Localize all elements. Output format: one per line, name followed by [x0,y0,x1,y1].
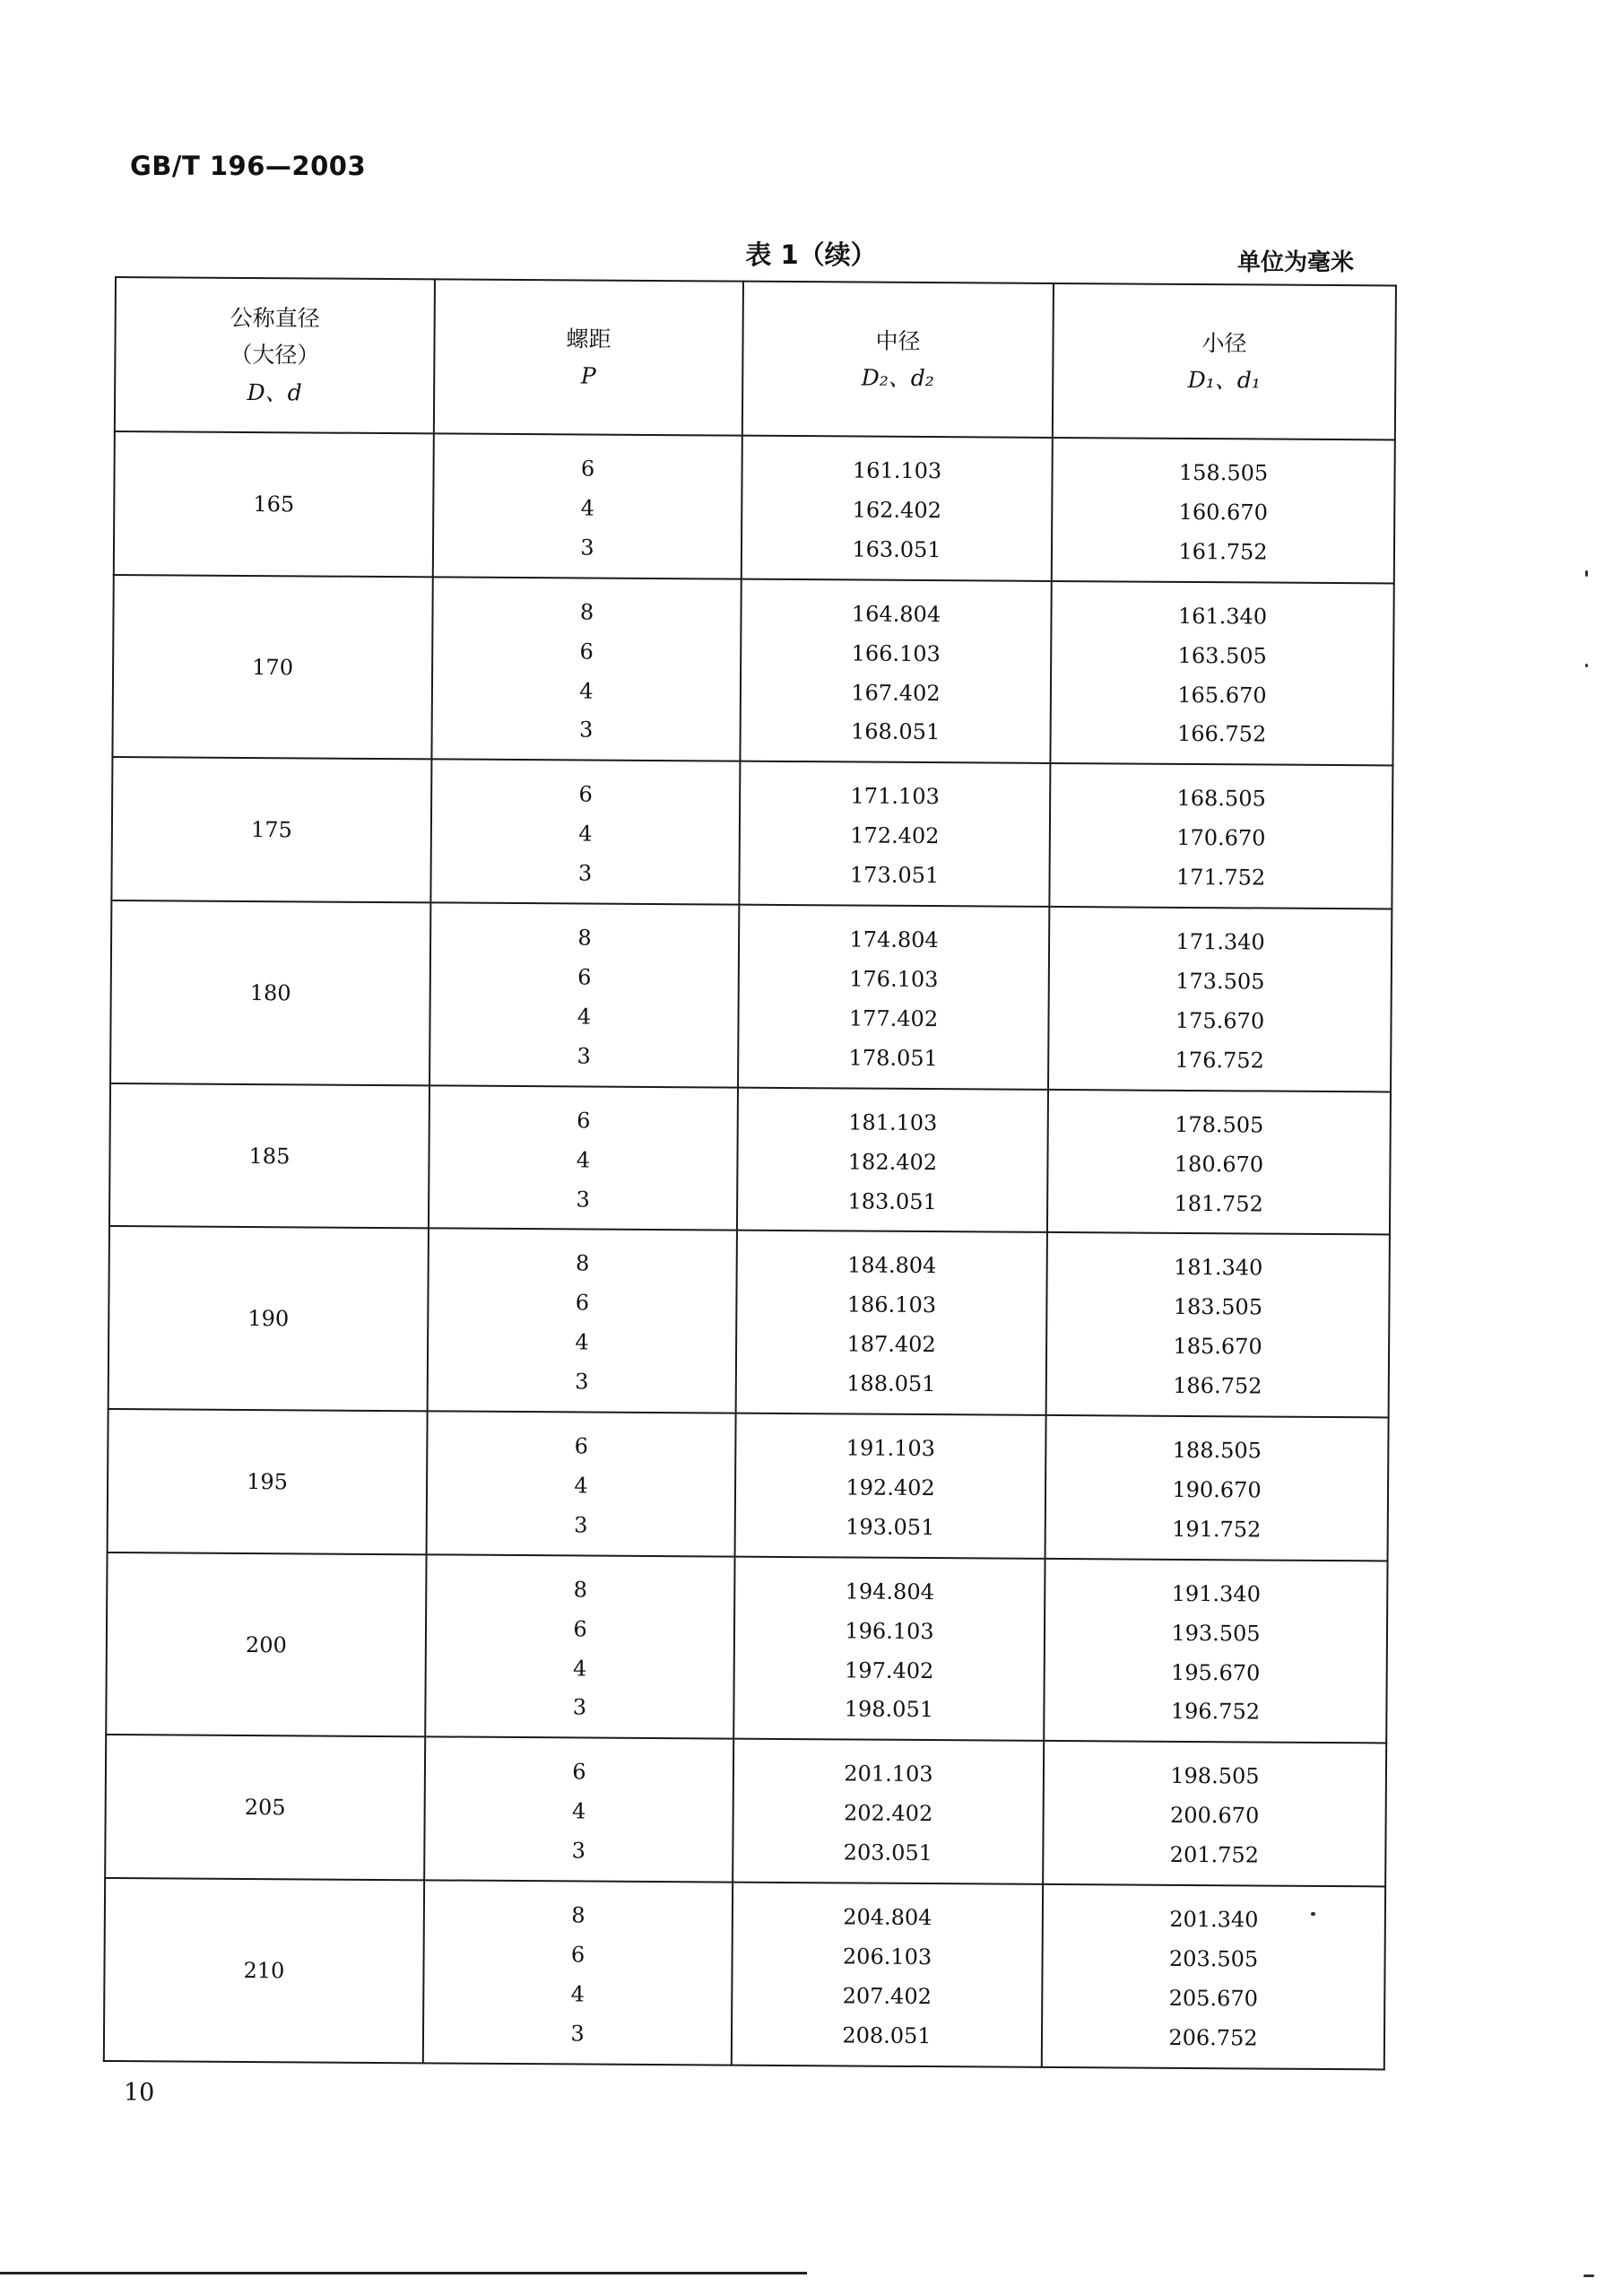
minor-diameter-cell [1045,1415,1389,1561]
header-nominal-line-2: （大径） [230,342,320,369]
pitch-diameter-value: 163.051 [852,536,941,562]
pitch-cell [433,433,742,578]
pitch-diameter-cell [733,1739,1044,1884]
scan-speck [1585,664,1588,667]
pitch-diameter-value: 207.402 [842,1983,932,2009]
pitch-value: 3 [576,1186,590,1213]
table-row [108,1409,1389,1561]
pitch-value: 3 [570,2021,585,2047]
table-row [111,757,1392,909]
pitch-cell [425,1554,734,1739]
pitch-diameter-value: 172.402 [850,822,940,849]
scan-speck [1311,1912,1315,1916]
header-minor-diameter [1053,283,1396,440]
pitch-diameter-values [736,1414,1045,1558]
pitch-values [424,1881,732,2064]
pitch-value: 6 [570,1942,585,1968]
thread-dimensions-table [103,276,1397,2070]
minor-diameter-value: 176.752 [1175,1047,1264,1074]
minor-diameter-cell [1048,907,1392,1091]
header-pitch-symbol: P [580,362,596,389]
table-row [114,431,1395,583]
pitch-value: 3 [577,860,593,886]
minor-diameter-cell [1046,1232,1390,1417]
pitch-value: 6 [575,1290,590,1316]
pitch-value: 8 [579,599,594,625]
header-pitch [434,279,743,435]
pitch-diameter-value: 188.051 [846,1370,936,1397]
minor-diameter-value: 191.752 [1172,1516,1262,1543]
pitch-diameter-cell [739,761,1050,907]
pitch-cell [429,1085,738,1231]
pitch-value: 8 [577,925,592,951]
pitch-diameter-value: 206.103 [842,1944,932,1970]
pitch-diameter-value: 183.051 [847,1187,937,1214]
table-body [104,431,1395,2069]
minor-diameter-value: 185.670 [1173,1334,1262,1360]
pitch-value: 8 [571,1902,585,1928]
minor-diameter-values [1043,1885,1384,2068]
table-row [109,1083,1391,1235]
pitch-values [432,578,740,761]
pitch-diameter-values [742,437,1052,580]
pitch-diameter-value: 191.103 [846,1435,936,1462]
pitch-diameter-value: 177.402 [848,1005,939,1031]
pitch-diameter-value: 196.103 [845,1618,934,1644]
pitch-diameter-value: 181.103 [848,1109,938,1135]
pitch-diameter-value: 198.051 [844,1696,934,1723]
nominal-diameter-cell: 185 [109,1083,429,1229]
minor-diameter-value: 158.505 [1178,459,1269,486]
pitch-values [426,1555,733,1738]
minor-diameter-value: 201.340 [1169,1906,1259,1933]
pitch-diameter-value: 203.051 [843,1839,933,1866]
minor-diameter-values [1045,1560,1386,1743]
header-nominal-symbol: D、d [247,378,302,406]
minor-diameter-value: 168.505 [1176,786,1266,812]
header-pitch-line-1: 螺距 [566,326,612,352]
pitch-diameter-value: 176.103 [849,966,939,993]
pitch-diameter-value: 174.804 [849,926,939,953]
pitch-diameter-values [738,1088,1047,1231]
minor-diameter-value: 171.340 [1175,928,1265,955]
pitch-value: 4 [579,677,594,704]
pitch-value: 6 [578,781,593,807]
minor-diameter-cell [1044,1559,1387,1744]
minor-diameter-cell [1043,1741,1386,1886]
scan-speck [1585,570,1588,577]
pitch-diameter-value: 194.804 [845,1578,935,1605]
minor-diameter-value: 198.505 [1170,1763,1260,1789]
pitch-diameter-value: 162.402 [852,497,942,524]
nominal-diameter-cell: 165 [114,431,434,577]
pitch-diameter-cell [737,1087,1048,1232]
pitch-diameter-value: 193.051 [846,1514,935,1540]
minor-diameter-value: 175.670 [1175,1007,1265,1034]
pitch-diameter-cell [732,1883,1043,2067]
pitch-cell [429,902,739,1087]
bottom-rule [0,2272,807,2274]
pitch-value: 6 [577,1108,591,1134]
pitch-value: 3 [580,535,594,561]
minor-diameter-values [1050,764,1392,908]
pitch-diameter-value: 202.402 [843,1800,933,1827]
pitch-values [428,1412,735,1555]
minor-diameter-value: 181.340 [1173,1255,1263,1281]
pitch-value: 4 [570,1981,585,2007]
minor-diameter-value: 206.752 [1168,2024,1258,2051]
minor-diameter-value: 170.670 [1176,825,1266,851]
minor-diameter-cell [1050,581,1393,766]
table-row [112,575,1393,766]
pitch-value: 4 [577,1004,592,1030]
minor-diameter-value: 196.752 [1170,1699,1261,1725]
minor-diameter-value: 203.505 [1168,1945,1259,1972]
pitch-cell [430,760,740,905]
minor-diameter-values [1047,1233,1389,1416]
table-row [106,1552,1387,1744]
pitch-diameter-value: 192.402 [846,1474,935,1501]
pitch-diameter-values [733,1883,1042,2066]
minor-diameter-value: 191.340 [1171,1580,1262,1607]
pitch-diameter-values [741,579,1050,762]
pitch-diameter-value: 201.103 [844,1761,933,1787]
header-pitch-diameter-symbol: D₂、d₂ [861,364,934,392]
nominal-diameter-cell: 200 [106,1552,426,1737]
header-pitch-diameter [742,282,1054,438]
pitch-value: 6 [574,1433,589,1459]
nominal-diameter-cell: 190 [108,1226,429,1411]
minor-diameter-values [1044,1742,1385,1885]
pitch-diameter-values [733,1740,1043,1883]
pitch-values [425,1738,733,1882]
pitch-diameter-cell [736,1231,1047,1415]
pitch-cell [428,1229,737,1413]
pitch-value: 6 [577,964,592,990]
minor-diameter-value: 190.670 [1172,1476,1262,1503]
minor-diameter-value: 200.670 [1169,1803,1260,1829]
minor-diameter-values [1053,439,1394,582]
pitch-diameter-value: 187.402 [846,1331,936,1358]
pitch-value: 6 [572,1759,586,1785]
pitch-value: 4 [580,495,595,521]
pitch-diameter-value: 167.402 [851,679,941,706]
minor-diameter-values [1048,1091,1390,1234]
header-nominal-line-1: 公称直径 [230,304,320,332]
pitch-value: 4 [572,1655,587,1682]
pitch-value: 6 [580,456,595,482]
pitch-diameter-cell [740,578,1051,763]
minor-diameter-value: 193.505 [1171,1620,1261,1647]
pitch-value: 3 [571,1838,586,1864]
table-row [110,900,1392,1091]
minor-diameter-value: 171.752 [1175,865,1266,891]
minor-diameter-value: 180.670 [1174,1151,1264,1178]
pitch-value: 4 [576,1147,591,1173]
minor-diameter-value: 188.505 [1172,1437,1262,1464]
minor-diameter-value: 195.670 [1170,1659,1261,1686]
pitch-value: 6 [579,639,594,665]
nominal-diameter-cell: 175 [111,757,431,902]
pitch-diameter-value: 161.103 [852,457,942,484]
minor-diameter-value: 160.670 [1178,499,1268,526]
minor-diameter-value: 181.752 [1174,1190,1263,1217]
minor-diameter-value: 165.670 [1177,682,1267,709]
pitch-cell [427,1411,736,1556]
unit-note: 单位为毫米 [1237,249,1355,276]
pitch-value: 4 [571,1798,586,1824]
pitch-value: 4 [574,1473,588,1499]
pitch-diameter-cell [733,1556,1045,1741]
pitch-diameter-values [737,1231,1046,1414]
pitch-diameter-value: 178.051 [848,1045,938,1071]
pitch-diameter-value: 204.804 [843,1904,932,1931]
page-number: 10 [124,2079,155,2107]
minor-diameter-cell [1047,1090,1391,1235]
pitch-diameter-value: 208.051 [842,2022,932,2048]
minor-diameter-value: 161.752 [1178,538,1268,565]
table-row [108,1226,1390,1417]
scan-speck [1583,2274,1594,2277]
nominal-diameter-cell: 205 [105,1735,425,1880]
header-pitch-diameter-line-1: 中径 [875,327,921,354]
pitch-diameter-value: 173.051 [849,862,940,889]
minor-diameter-value: 183.505 [1173,1294,1263,1320]
minor-diameter-value: 163.505 [1177,642,1267,669]
minor-diameter-value: 205.670 [1168,1985,1259,2012]
pitch-values [430,903,738,1086]
minor-diameter-value: 178.505 [1175,1111,1264,1138]
pitch-diameter-value: 168.051 [850,718,941,745]
pitch-diameter-values [740,762,1049,906]
pitch-value: 4 [578,821,593,847]
pitch-value: 3 [577,1043,591,1069]
minor-diameter-value: 201.752 [1169,1842,1260,1868]
pitch-values [429,1230,736,1413]
minor-diameter-value: 186.752 [1173,1372,1262,1399]
pitch-value: 3 [575,1369,589,1395]
pitch-values [429,1086,737,1230]
pitch-diameter-cell [735,1413,1046,1559]
minor-diameter-value: 173.505 [1175,968,1265,995]
nominal-diameter-cell: 210 [104,1878,424,2063]
standard-code: GB/T 196—2003 [130,151,367,181]
header-minor-diameter-line-1: 小径 [1201,329,1247,357]
pitch-value: 3 [578,717,594,743]
table-header-row [115,277,1396,439]
pitch-diameter-value: 182.402 [847,1149,938,1175]
pitch-value: 8 [575,1250,590,1276]
minor-diameter-cell [1042,1884,1385,2069]
pitch-diameter-value: 166.103 [851,640,941,666]
minor-diameter-values [1049,908,1391,1091]
pitch-value: 3 [572,1694,587,1720]
pitch-diameter-value: 197.402 [844,1657,934,1683]
table-row [104,1878,1385,2069]
pitch-value: 3 [574,1512,588,1538]
pitch-diameter-cell [742,436,1053,581]
pitch-value: 6 [573,1616,587,1642]
header-minor-diameter-symbol: D₁、d₁ [1187,366,1261,394]
pitch-diameter-value: 164.804 [851,601,941,627]
minor-diameter-values [1051,582,1392,765]
nominal-diameter-cell: 195 [108,1409,428,1554]
minor-diameter-cell [1052,438,1395,583]
pitch-diameter-values [734,1557,1044,1740]
minor-diameter-cell [1049,763,1392,909]
pitch-value: 4 [575,1329,589,1355]
pitch-diameter-cell [738,905,1049,1090]
header-nominal-diameter [115,277,435,433]
nominal-diameter-cell: 170 [112,575,432,760]
pitch-cell [423,1880,733,2065]
minor-diameter-value: 166.752 [1176,721,1267,747]
pitch-diameter-values [739,906,1048,1089]
pitch-values [434,434,742,578]
table-row [105,1735,1386,1886]
pitch-diameter-value: 184.804 [846,1252,937,1279]
pitch-values [431,761,739,904]
pitch-cell [431,577,741,761]
minor-diameter-values [1046,1416,1388,1560]
pitch-value: 8 [573,1577,588,1603]
pitch-cell [424,1737,733,1883]
table-title: 表 1（续） [745,239,877,270]
minor-diameter-value: 161.340 [1177,603,1268,630]
pitch-diameter-value: 186.103 [846,1292,937,1318]
pitch-diameter-value: 171.103 [850,783,940,810]
nominal-diameter-cell: 180 [110,900,430,1085]
